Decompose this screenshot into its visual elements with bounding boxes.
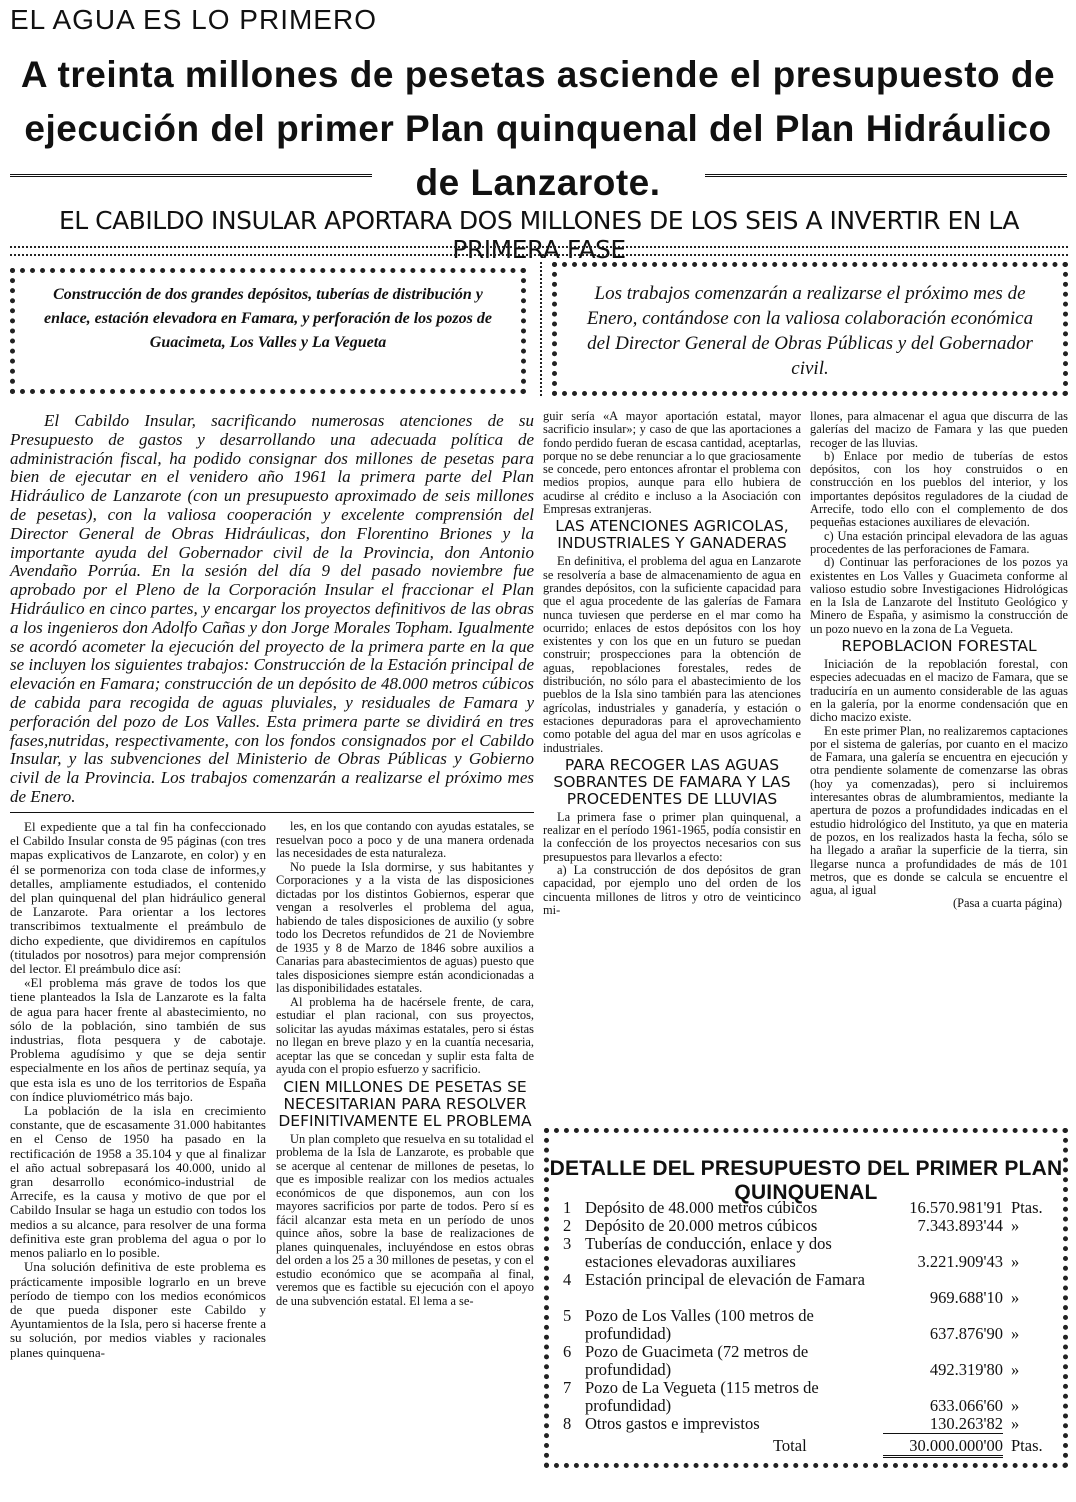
lead-paragraph xyxy=(10,412,534,807)
budget-row-amount: 633.066'60 xyxy=(929,1396,1003,1415)
budget-row-unit: » xyxy=(1011,1396,1020,1415)
col1-paragraph: «El problema más grave de todos los que tiene planteados la Isla de Lanzarote es la falta de agua para hacer frente al abastecimiento, no sólo de la población, sino también de sus industrias, flota pesquera y de cabotaje. Problema agudísimo y que se deja sentir especialmente en los años de pertinaz sequía, ya que esta isla es uno de los territorios de España con índice pluviométrico más bajo. xyxy=(10,975,266,1104)
column-1 xyxy=(10,820,266,1360)
column-2 xyxy=(276,820,534,1308)
budget-row-description: Depósito de 20.000 metros cúbicos xyxy=(585,1216,818,1235)
budget-row-amount: 969.688'10 xyxy=(929,1288,1003,1307)
column-3 xyxy=(543,410,801,917)
budget-row-amount: 492.319'80 xyxy=(929,1360,1003,1379)
summary-box-right-text: Los trabajos comenzarán a realizarse el próximo mes de Enero, contándose con la valiosa colaboración económica del Director General de Obras Públicas y del Gobernador civil. xyxy=(586,283,1034,379)
kicker: EL AGUA ES LO PRIMERO xyxy=(10,4,377,35)
budget-row-amount: 7.343.893'44 xyxy=(917,1216,1003,1235)
budget-table-title: DETALLE DEL PRESUPUESTO DEL PRIMER PLAN QUINQUENAL xyxy=(549,1157,1063,1204)
section-heading-recoger-aguas: PARA RECOGER LAS AGUAS SOBRANTES DE FAMARA Y LAS PROCEDENTES DE LLUVIAS xyxy=(553,755,791,808)
subheadline: EL CABILDO INSULAR APORTARA DOS MILLONES DE LOS SEIS A INVERTIR EN LA PRIMERA FASE xyxy=(58,206,1020,264)
headline-rule-left xyxy=(10,174,372,177)
section-heading-repoblacion: REPOBLACION FORESTAL xyxy=(841,637,1037,656)
budget-row-amount: 16.570.981'91 xyxy=(909,1198,1003,1217)
col2-paragraph: No puede la Isla dormirse, y sus habitantes y Corporaciones y a la vista de las disposiciones dictadas por los distintos Gobiernos, esperar que vengan a resolverles el problema del agua, habiendo de tales disposiciones de auxilio (y sobre todo los Decretos refundidos de 21 de Noviembre de 1935 y 8 de Marzo de 1846 sobre auxilios a Canarias para abastecimientos de aguas) puesto que tales disposiciones siempre están acondicionadas a las disponibilidades estatales. xyxy=(276,859,534,995)
summary-box-right xyxy=(552,262,1068,396)
column-4 xyxy=(810,410,1068,911)
budget-row-description: Depósito de 48.000 metros cúbicos xyxy=(585,1198,818,1217)
headline-line-1: A treinta millones de pesetas asciende el presupuesto de xyxy=(20,54,1056,95)
col2-paragraph: les, en los que contando con ayudas estatales, se resuelvan poco a poco y de una manera ordenada las necesidades de esta naturaleza. xyxy=(276,819,534,860)
col4-paragraph: En este primer Plan, no realizaremos captaciones por el sistema de galerías, por cuanto en el macizo de Famara, una galería se encuentra en ejecución y otra pendiente solamente de comenzarse las obras (hoy ya comenzadas), pero si incluiremos interesantes obras de alumbramientos, mediante la apertura de pozos a profundidades indicadas en el estudio hidrológico del Instituto, ya que en materia de pozos, en los realizados hasta la fecha, sólo se ha llegado a arañar la superficie de la tierra, sin llegarse nunca a profundidades de más de 101 metros, que es donde se calcula se encuentre el agua, al igual xyxy=(810,723,1068,898)
dotted-rule-top xyxy=(10,246,1068,256)
col4-paragraph: llones, para almacenar el agua que discurra de las galerías del macizo de Famara y las que pueden recoger de las lluvias. xyxy=(810,409,1068,450)
box-separator xyxy=(540,262,542,396)
budget-total-unit: Ptas. xyxy=(1011,1436,1043,1455)
headline-line-3: de Lanzarote. xyxy=(415,162,661,203)
budget-row-unit: » xyxy=(1011,1360,1020,1379)
budget-total-label: Total xyxy=(773,1436,807,1455)
section-heading-cien-millones: CIEN MILLONES DE PESETAS SE NECESITARIAN PARA RESOLVER DEFINITIVAMENTE EL PROBLEMA xyxy=(278,1077,532,1130)
budget-row-description: Tuberías de conducción, enlace y dos estaciones elevadoras auxiliares xyxy=(585,1234,832,1271)
col2-paragraph: Al problema ha de hacérsele frente, de cara, estudiar el plan racional, con sus proyectos, solicitar las ayudas máximas estatales, pero si éstas no llegan en breve plazo y en la cuantía necesaria, aceptar las que se concedan y suplir esta falta de ayuda con el propio esfuerzo y sacrificio. xyxy=(276,994,534,1076)
budget-row-number: 8 xyxy=(563,1414,572,1433)
budget-row-number: 6 xyxy=(563,1342,572,1361)
budget-total-amount: 30.000.000'00 xyxy=(883,1437,1003,1458)
headline xyxy=(8,48,1068,210)
budget-row-number: 5 xyxy=(563,1306,572,1325)
budget-row-description: Otros gastos e imprevistos xyxy=(585,1414,760,1433)
budget-row-unit: » xyxy=(1011,1414,1020,1433)
col3-paragraph: guir sería «A mayor aportación estatal, mayor sacrificio insular»; y caso de que las aportaciones a fondo perdido fueran de escasa cantidad, aceptarlas, porque no se debe renunciar a lo que graciosamente se concede, pero entonces afrontar el problema con medios propios, aunque para ello hubiera de acudirse al crédito e incluso a la Asociación con Empresas extranjeras. xyxy=(543,409,802,517)
continued-note: (Pasa a cuarta página) xyxy=(952,896,1062,911)
lead-rule xyxy=(10,812,534,813)
section-heading-atenciones: LAS ATENCIONES AGRICOLAS, INDUSTRIALES Y GANADERAS xyxy=(555,517,789,553)
budget-row-description: Pozo de La Vegueta (115 metros de profundidad) xyxy=(585,1378,819,1415)
budget-row-unit: Ptas. xyxy=(1011,1198,1043,1217)
lead-text: El Cabildo Insular, sacrificando numerosas atenciones de su Presupuesto de gastos y desarrollando una adecuada política de administración fiscal, ha podido consignar dos millones de pesetas para bien de ejecutar en el venidero año 1961 la primera parte del Plan Hidráulico de Lanzarote (con un presupuesto aproximado de seis millones de pesetas), con la valiosa cooperación y excelente comprensión del Director General de Obras Hidráulicas, don Florentino Briones y la importante ayuda del Gobernador civil de la Provincia, don Antonio Avendaño Porrúa. En la sesión del día 9 del pasado noviembre fue aprobado por el Pleno de la Corporación Insular el fraccionar el Plan Hidráulico en cinco partes, y encargar los proyectos definitivos de las obras a los ingenieros don Adolfo Cañas y don Jorge Morales Topham. Igualmente se acordó acometer la ejecución del proyecto de la primera parte en la que se incluyen los siguientes trabajos: Construcción de la Estación principal de elevación en Famara; construcción de un depósito de 48.000 metros cúbicos de cabida para recogida de aguas pluviales, y residuales de Famara y perforación del pozo de Los Valles. Esta primera parte se dividirá en tres fases,nutridas, respectivamente, con los fondos consignados por el Cabildo Insular, y las subvenciones del Ministerio de Obras Públicas y Gobierno civil de la Provincia. Los trabajos comenzarán a realizarse el próximo mes de Enero. xyxy=(10,411,534,806)
col4-paragraph: Iniciación de la repoblación forestal, con especies adecuadas en el macizo de Famara, que se traduciría en un aumento considerable de las aguas en la galería, por la enorme condensación que en dicho macizo existe. xyxy=(810,657,1068,725)
budget-row-amount: 3.221.909'43 xyxy=(917,1252,1003,1271)
col1-paragraph: Una solución definitiva de este problema es prácticamente imposible lograrlo en un breve período de tiempo con los medios económicos de que pueda disponer este Cabildo y Ayuntamientos de la Isla, pero si hacerse frente a su solución, por medios viables y racionales planes quinquena- xyxy=(10,1259,266,1360)
headline-line-2: ejecución del primer Plan quinquenal del Plan Hidráulico xyxy=(24,108,1052,149)
budget-row-amount: 130.263'82 xyxy=(883,1415,1003,1434)
budget-row-number: 2 xyxy=(563,1216,572,1235)
budget-row-unit: » xyxy=(1011,1252,1020,1271)
budget-table-box xyxy=(544,1128,1068,1468)
budget-row-number: 4 xyxy=(563,1270,572,1289)
col3-paragraph: La primera fase o primer plan quinquenal, a realizar en el período 1961-1965, podía consistir en la confección de los proyectos necesarios con sus presupuestos para llevarlos a efecto: xyxy=(543,809,801,864)
budget-row-number: 3 xyxy=(563,1234,572,1253)
col2-paragraph: Un plan completo que resuelva en su totalidad el problema de la Isla de Lanzarote, es probable que se acerque al centenar de millones de pesetas, lo que es imposible realizar con los medios actuales económicos de que disponemos, aun con los mayores sacrificios por parte de todos. Pero sí es fácil alcanzar esta meta en un período de unos quince años, sobre la base de realizaciones de planes quinquenales, incluyéndose en estos obras del orden a los 25 a 30 millones de pesetas, y con el estudio económico que se acompaña al final, veremos que es factible su ejecución con el apoyo de una subvención estatal. El lema a se- xyxy=(276,1131,534,1308)
budget-row-amount: 637.876'90 xyxy=(929,1324,1003,1343)
col4-paragraph: c) Una estación principal elevadora de las aguas procedentes de las perforaciones de Famara. xyxy=(810,528,1068,556)
summary-box-left xyxy=(10,268,526,394)
budget-row-number: 1 xyxy=(563,1198,572,1217)
budget-row-unit: » xyxy=(1011,1324,1020,1343)
budget-table-rows xyxy=(563,1199,1059,1469)
budget-row-description: Pozo de Guacimeta (72 metros de profundidad) xyxy=(585,1342,809,1379)
col1-paragraph: El expediente que a tal fin ha confeccionado el Cabildo Insular consta de 95 páginas (con tres mapas explicativos de Lanzarote, en color) y en él se pormenoriza con toda clase de informes,y detalles, ampliamente estudiados, el contenido del plan quinquenal del plan hidráulico general de Lanzarote. Para orientar a los lectores transcribimos textualmente el preámbulo de dicho expediente, que dividiremos en capítulos (titulados por nosotros) para mejor comprensión del lector. El preámbulo dice así: xyxy=(10,819,266,977)
summary-box-left-text: Construcción de dos grandes depósitos, tuberías de distribución y enlace, estación elevadora en Famara, y perforación de los pozos de Guacimeta, Los Valles y La Vegueta xyxy=(44,286,492,351)
col4-paragraph: b) Enlace por medio de tuberías de estos depósitos, con los hoy construidos o en construcción en los pueblos del interior, y los importantes depósitos reguladores de la ciudad de Arrecife, todo ello con el complemento de dos pequeñas estaciones auxiliares de elevación. xyxy=(810,448,1068,530)
budget-row-unit: » xyxy=(1011,1288,1020,1307)
budget-row-unit: » xyxy=(1011,1216,1020,1235)
budget-row-description: Estación principal de elevación de Famara xyxy=(585,1270,865,1289)
col1-paragraph: La población de la isla en crecimiento constante, que de escasamente 31.000 habitantes en el Censo de 1950 ha pasado en la rectificación de 1958 a 35.104 y que al finalizar el año actual sobrepasará los 40.000, unido al gran desarrollo económico-industrial de Arrecife, es la causa y motivo de que por el Cabildo Insular se haga un estudio con todos los medios a su alcance, para resolver de una forma definitiva este gran problema del agua o por lo menos paliarlo en lo posible. xyxy=(10,1103,266,1261)
headline-rule-right xyxy=(705,174,1067,177)
col3-paragraph: En definitiva, el problema del agua en Lanzarote se resolvería a base de almacenamiento de agua en grandes depósitos, con la suficiente capacidad para que el agua procedente de las galerías de Famara nunca tuviesen que perderse en el mar como ha ocurrido; enlaces de estos depósitos con los hoy existentes y con los que en un futuro se puedan construir; prospecciones para la obtención de aguas, repoblaciones forestales, redes de distribución, no sólo para el abastecimiento de los pueblos de la Isla sino también para las atenciones agrícolas, industriales y ganadería, y estación o estaciones depuradoras para el aprovechamiento como potable del agua del mar en usos agrícolas e industriales. xyxy=(543,554,801,755)
budget-row-number: 7 xyxy=(563,1378,572,1397)
budget-row-description: Pozo de Los Valles (100 metros de profundidad) xyxy=(585,1306,814,1343)
col4-paragraph: d) Continuar las perforaciones de los pozos ya existentes en Los Valles y Guacimeta conforme al valioso estudio sobre Investigaciones Hidrológicas en la Isla de Lanzarote del Instituto Geológico y Minero de España, y asimismo la construcción de un pozo nuevo en la zona de La Vegueta. xyxy=(810,555,1068,636)
col3-paragraph: a) La construcción de dos depósitos de gran capacidad, por ejemplo uno del orden de los cincuenta millones de litros y otro de veinticinco mi- xyxy=(543,863,801,917)
